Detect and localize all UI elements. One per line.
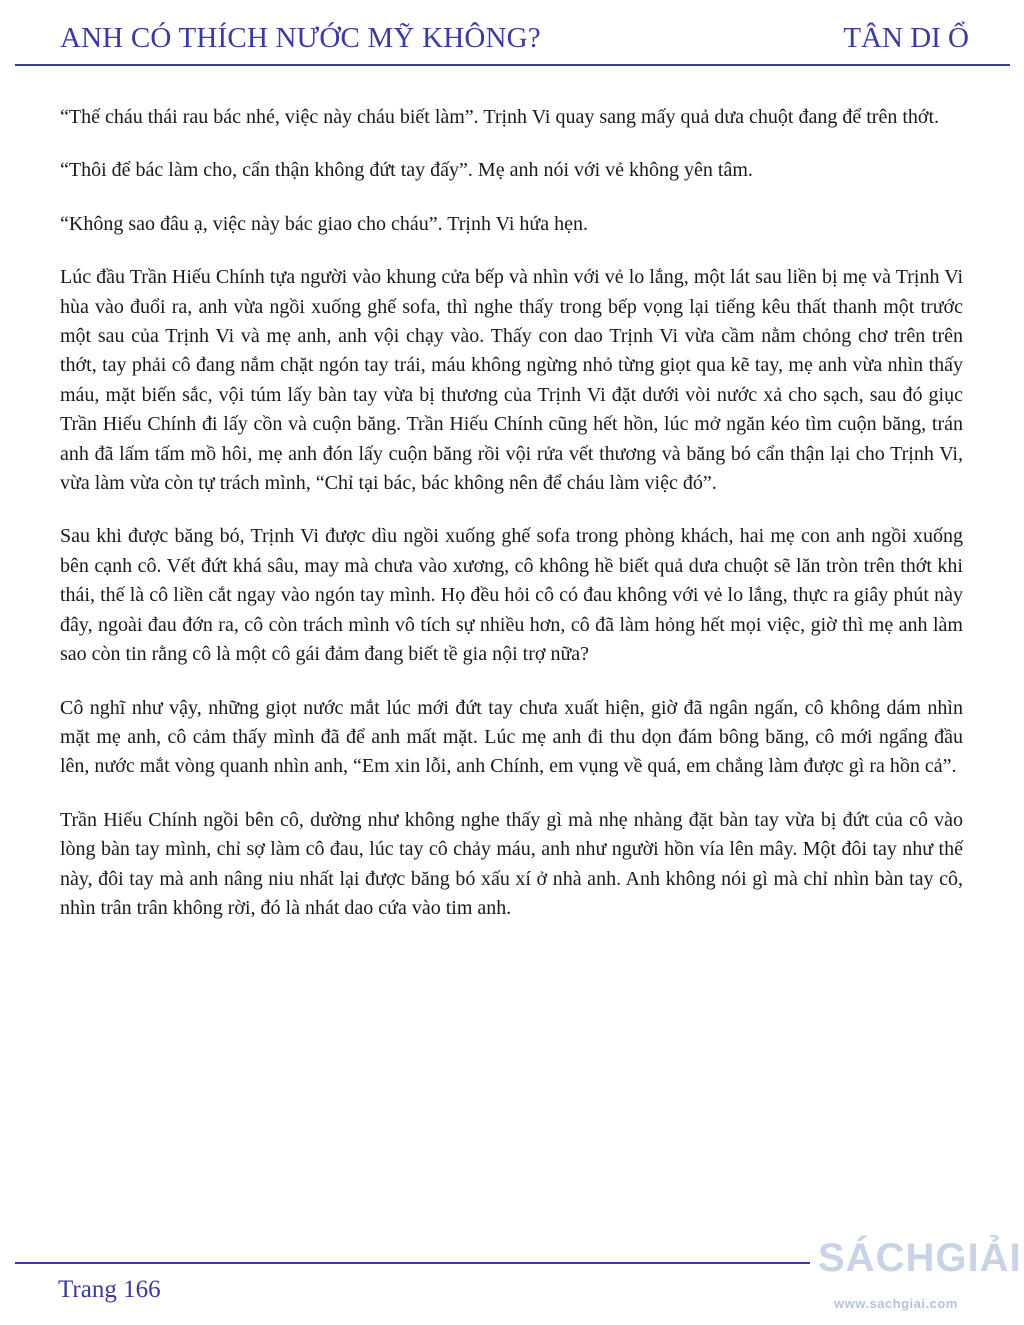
paragraph: Sau khi được băng bó, Trịnh Vi được dìu ngồi xuống ghế sofa trong phòng khách, hai mẹ con anh ngồi xuống bên cạnh cô. Vết đứt khá sâu, may mà chưa vào xương, cô không hề biết quả dưa chuột sẽ lăn tròn trên thớt khi thái, thế là cô liền cắt ngay vào ngón tay mình. Họ đều hỏi cô có đau không với vẻ lo lắng, thực ra giây phút này đây, ngoài đau đớn ra, cô còn trách mình vô tích sự nhiều hơn, cô đã làm hỏng hết mọi việc, giờ thì mẹ anh làm sao còn tin rằng cô là một cô gái đảm đang biết tề gia nội trợ nữa? xyxy=(60,525,963,666)
footer-divider xyxy=(15,1262,810,1264)
paragraph: “Thôi để bác làm cho, cẩn thận không đứt tay đấy”. Mẹ anh nói với vẻ không yên tâm. xyxy=(60,159,753,182)
paragraph: Lúc đầu Trần Hiếu Chính tựa người vào khung cửa bếp và nhìn với vẻ lo lắng, một lát sau liền bị mẹ và Trịnh Vi hùa vào đuổi ra, anh vừa ngồi xuống ghế sofa, thì nghe thấy trong bếp vọng lại tiếng kêu thất thanh một trước một sau của Trịnh Vi và mẹ anh, anh vội chạy vào. Thấy con dao Trịnh Vi vừa cầm nằm chỏng chơ trên trên thớt, tay phải cô đang nắm chặt ngón tay trái, máu không ngừng nhỏ từng giọt qua kẽ tay, mẹ anh vừa nhìn thấy máu, mặt biến sắc, vội túm lấy bàn tay vừa bị thương của Trịnh Vi đặt dưới vòi nước xả cho sạch, sau đó giục Trần Hiếu Chính đi lấy cồn và cuộn băng. Trần Hiếu Chính cũng hết hồn, lúc mở ngăn kéo tìm cuộn băng, trán anh đã lấm tấm mồ hôi, mẹ anh đón lấy cuộn băng rồi vội rửa vết thương và băng bó cẩn thận lại cho Trịnh Vi, vừa làm vừa còn tự trách mình, “Chỉ tại bác, bác không nên để cháu làm việc đó”. xyxy=(60,266,963,495)
watermark-logo xyxy=(818,1228,1022,1320)
paragraph: Cô nghĩ như vậy, những giọt nước mắt lúc mới đứt tay chưa xuất hiện, giờ đã ngân ngấn, cô không dám nhìn mặt mẹ anh, cô cảm thấy mình đã để anh mất mặt. Lúc mẹ anh đi thu dọn đám bông băng, cô mới ngẩng đầu lên, nước mắt vòng quanh nhìn anh, “Em xin lỗi, anh Chính, em vụng về quá, em chẳng làm được gì ra hồn cả”. xyxy=(60,696,963,778)
book-title: ANH CÓ THÍCH NƯỚC MỸ KHÔNG? xyxy=(60,22,541,54)
watermark-url: www.sachgiai.com xyxy=(834,1296,958,1311)
page-number: Trang 166 xyxy=(58,1276,161,1303)
header-divider xyxy=(15,64,1010,66)
watermark-logo-text: SÁCHGIẢI xyxy=(818,1236,1022,1280)
page-header xyxy=(0,0,1024,66)
paragraph: “Không sao đâu ạ, việc này bác giao cho cháu”. Trịnh Vi hứa hẹn. xyxy=(60,212,589,235)
paragraph: “Thế cháu thái rau bác nhé, việc này cháu biết làm”. Trịnh Vi quay sang mấy quả dưa chuột đang để trên thớt. xyxy=(60,106,940,128)
paragraph: Trần Hiếu Chính ngồi bên cô, dường như không nghe thấy gì mà nhẹ nhàng đặt bàn tay vừa bị đứt của cô vào lòng bàn tay mình, chỉ sợ làm cô đau, lúc tay cô chảy máu, anh như người hồn vía lên mây. Một đôi tay như thế này, đôi tay mà anh nâng niu nhất lại được băng bó xấu xí ở nhà anh. Anh không nói gì mà chỉ nhìn bàn tay cô, nhìn trân trân không rời, đó là nhát dao cứa vào tim anh. xyxy=(60,808,963,919)
page-body xyxy=(60,103,963,947)
book-author: TÂN DI Ổ xyxy=(843,22,969,54)
